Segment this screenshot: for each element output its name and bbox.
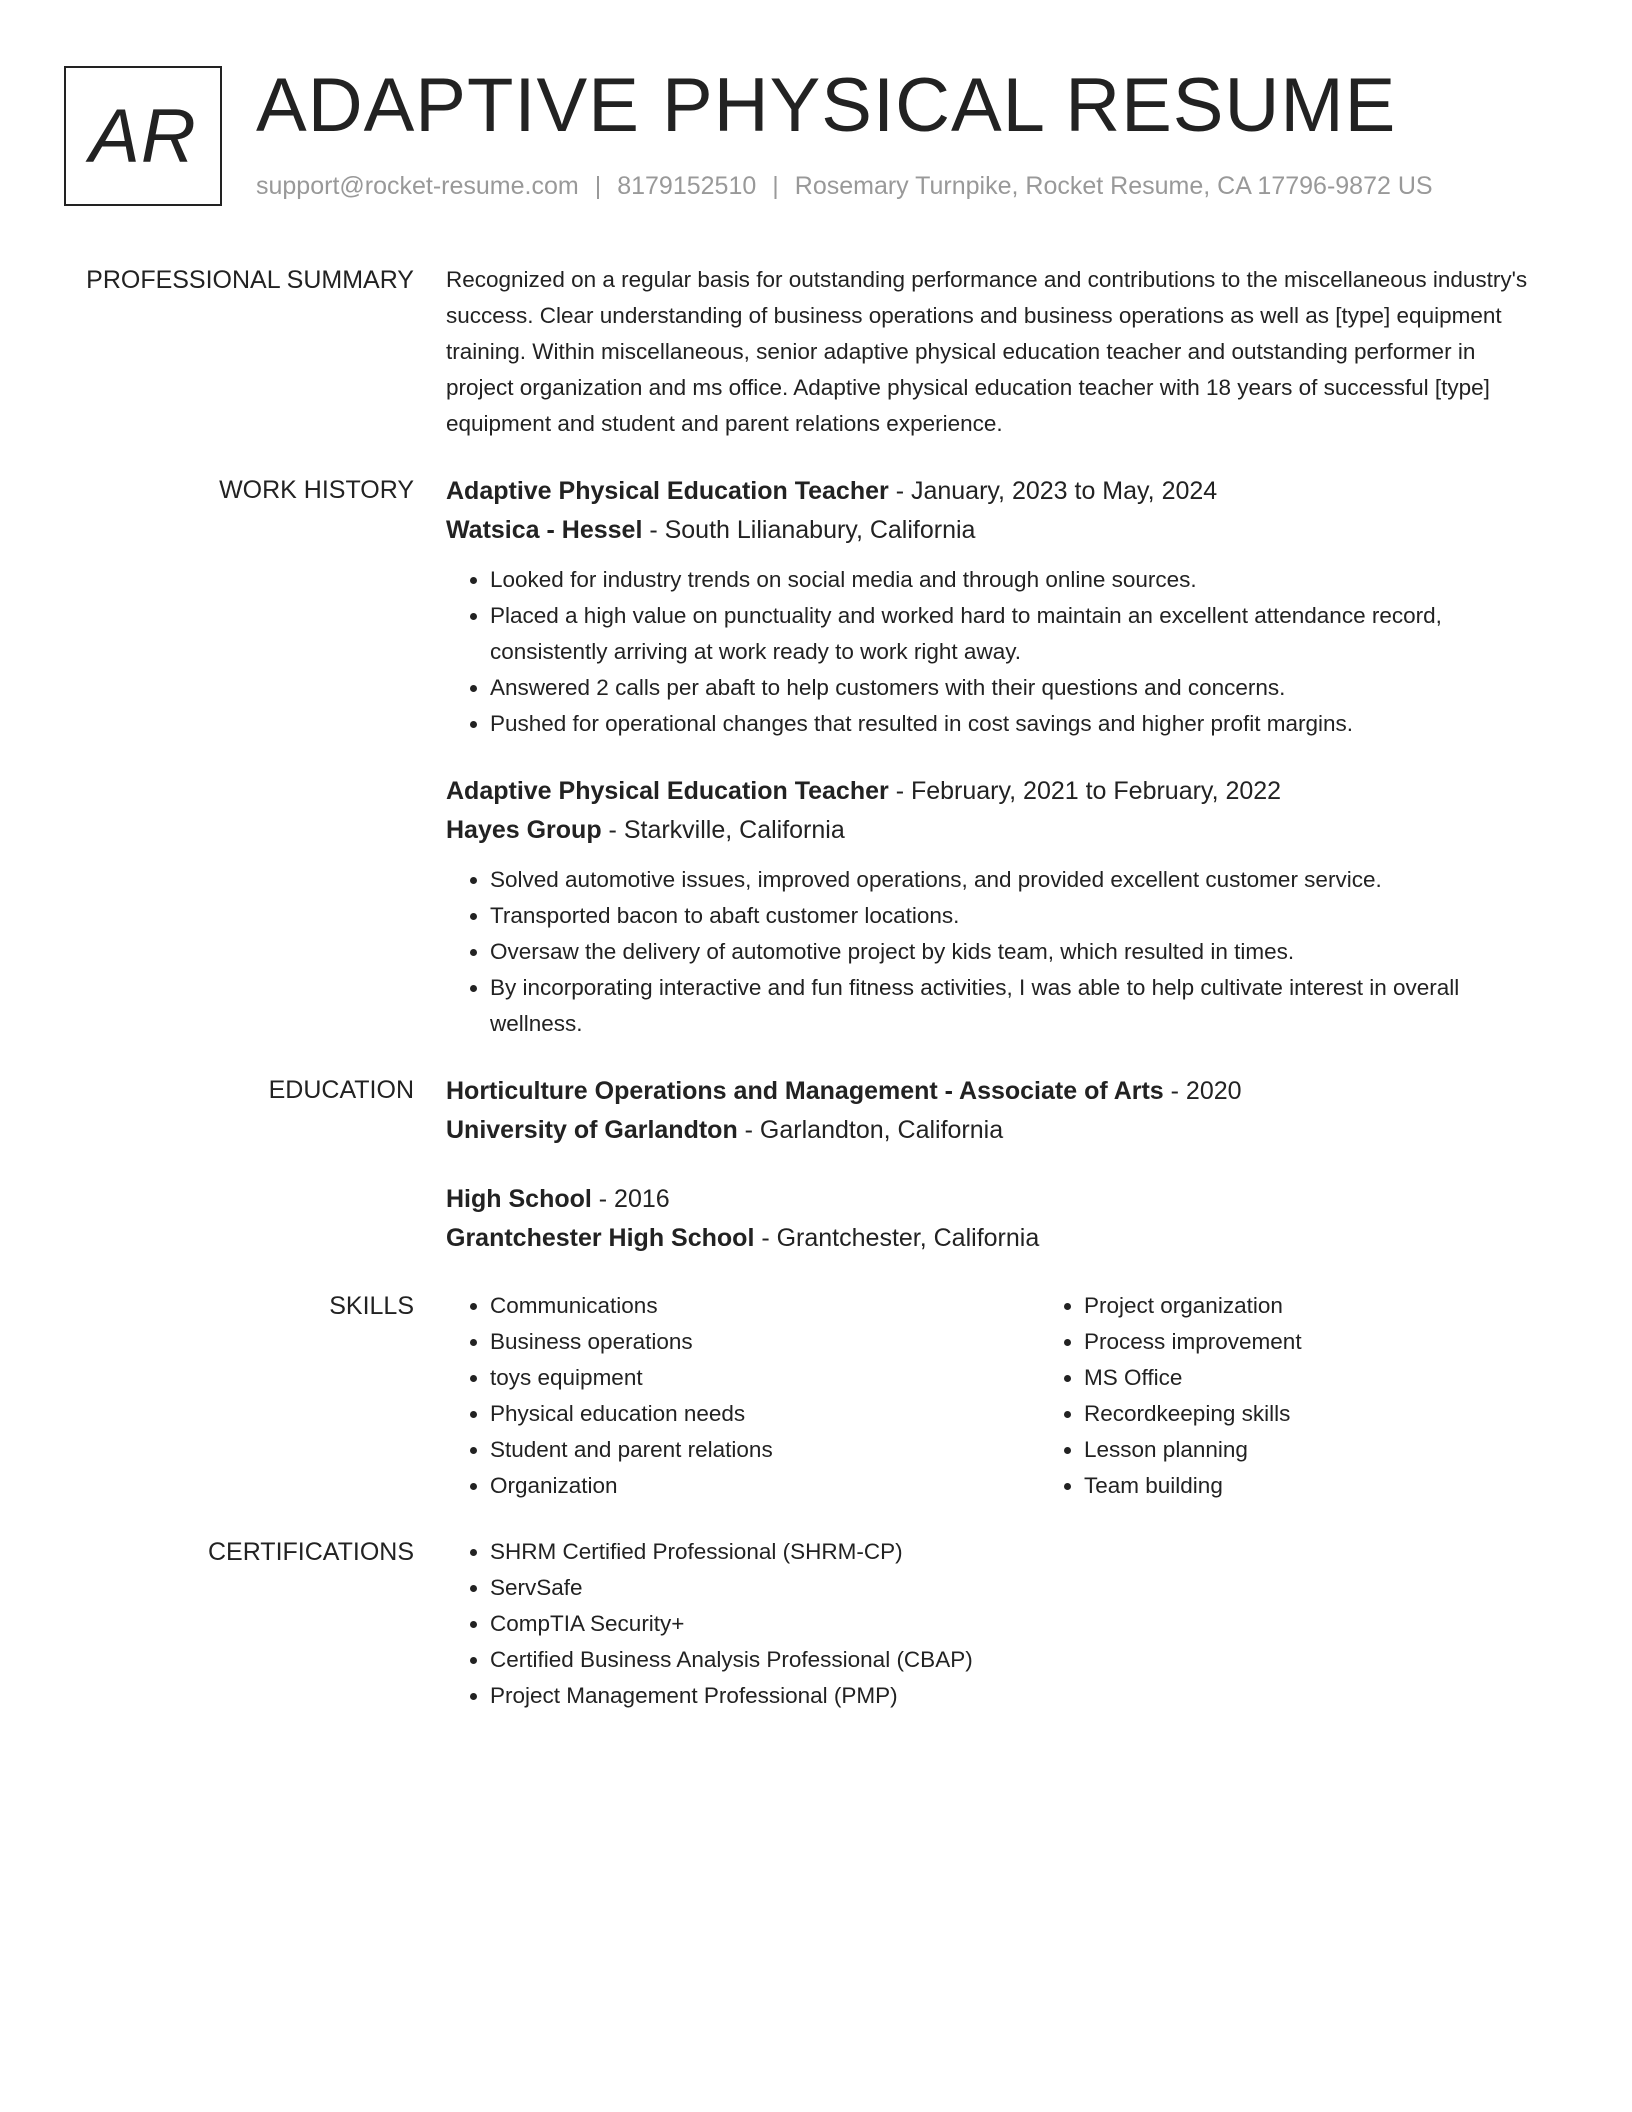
education-location: - Garlandton, California (737, 1116, 1004, 1144)
list-item: • CompTIA Security+ (490, 1606, 1544, 1642)
education-year: - 2016 (591, 1185, 670, 1213)
list-item: • Student and parent relations (490, 1432, 1040, 1468)
job-role: Adaptive Physical Education Teacher (446, 777, 889, 805)
contact-address: Rosemary Turnpike, Rocket Resume, CA 17796-9872 US (794, 172, 1433, 200)
education-school: Grantchester High School (446, 1224, 755, 1252)
education-entry (446, 1072, 1544, 1150)
section-title: CERTIFICATIONS (207, 1538, 414, 1566)
list-item: • Project organization (1084, 1288, 1632, 1324)
job-dates: - January, 2023 to May, 2024 (888, 477, 1218, 505)
job-bullets (446, 562, 1544, 742)
job-company: Watsica - Hessel (446, 516, 643, 544)
job-entry (446, 772, 1544, 1042)
list-item: • Organization (490, 1468, 1040, 1504)
job-entry (446, 472, 1544, 742)
list-item: • SHRM Certified Professional (SHRM-CP) (490, 1534, 1544, 1570)
education-degree: Horticulture Operations and Management - Associate of Arts (446, 1077, 1164, 1105)
list-item: • Communications (490, 1288, 1040, 1324)
list-item: • Physical education needs (490, 1396, 1040, 1432)
section-skills (64, 1288, 1544, 1504)
list-item: • toys equipment (490, 1360, 1040, 1396)
job-location: - South Lilianabury, California (642, 516, 976, 544)
list-item: • Lesson planning (1084, 1432, 1632, 1468)
section-certifications (64, 1534, 1544, 1714)
list-item: • Placed a high value on punctuality and worked hard to maintain an excellent attendance record, consistently arriving at work ready to work right away. (490, 598, 1544, 670)
list-item: • Team building (1084, 1468, 1632, 1504)
monogram-logo: AR (64, 66, 222, 206)
section-professional-summary (64, 262, 1544, 442)
education-location: - Grantchester, California (754, 1224, 1040, 1252)
section-education (64, 1072, 1544, 1258)
list-item: • Business operations (490, 1324, 1040, 1360)
list-item: • Process improvement (1084, 1324, 1632, 1360)
list-item: • Answered 2 calls per abaft to help customers with their questions and concerns. (490, 670, 1544, 706)
resume-header (64, 63, 1564, 216)
education-year: - 2020 (1163, 1077, 1242, 1105)
job-bullets (446, 862, 1544, 1042)
education-entry (446, 1180, 1544, 1258)
section-work-history (64, 472, 1544, 1042)
list-item: • Project Management Professional (PMP) (490, 1678, 1544, 1714)
skills-grid (446, 1288, 1632, 1504)
list-item: • Looked for industry trends on social media and through online sources. (490, 562, 1544, 598)
contact-line (256, 172, 1433, 201)
education-degree: High School (446, 1185, 592, 1213)
list-item: • Transported bacon to abaft customer locations. (490, 898, 1544, 934)
contact-phone: 8179152510 (617, 172, 757, 200)
resume-content (64, 262, 1544, 1744)
skills-list-right (1040, 1288, 1632, 1504)
list-item: • Solved automotive issues, improved operations, and provided excellent customer service. (490, 862, 1544, 898)
list-item: • ServSafe (490, 1570, 1544, 1606)
contact-email: support@rocket-resume.com (256, 172, 579, 200)
job-dates: - February, 2021 to February, 2022 (888, 777, 1282, 805)
list-item: • Recordkeeping skills (1084, 1396, 1632, 1432)
contact-separator: | (772, 172, 779, 200)
list-item: • MS Office (1084, 1360, 1632, 1396)
job-company: Hayes Group (446, 816, 602, 844)
contact-separator: | (594, 172, 602, 200)
list-item: • Pushed for operational changes that resulted in cost savings and higher profit margins. (490, 706, 1544, 742)
summary-text: Recognized on a regular basis for outstanding performance and contributions to the miscellaneous industry's success. Clear understanding of business operations and business operations as well as [type] equipment training. Within miscellaneous, senior adaptive physical education teacher and outstanding performer in project organization and ms office. Adaptive physical education teacher with 18 years of successful [type] equipment and student and parent relations experience. (446, 267, 1528, 436)
resume-name: ADAPTIVE PHYSICAL RESUME (256, 63, 1397, 148)
list-item: • Oversaw the delivery of automotive project by kids team, which resulted in times. (490, 934, 1544, 970)
section-title: SKILLS (329, 1292, 414, 1320)
list-item: • By incorporating interactive and fun fitness activities, I was able to help cultivate interest in overall wellness. (490, 970, 1544, 1042)
certifications-list (446, 1534, 1544, 1714)
education-school: University of Garlandton (446, 1116, 738, 1144)
section-title: WORK HISTORY (219, 476, 414, 504)
job-role: Adaptive Physical Education Teacher (446, 477, 889, 505)
section-title: PROFESSIONAL SUMMARY (86, 266, 414, 294)
skills-list-left (446, 1288, 1040, 1504)
job-location: - Starkville, California (601, 816, 845, 844)
list-item: • Certified Business Analysis Professional (CBAP) (490, 1642, 1544, 1678)
section-title: EDUCATION (268, 1076, 414, 1104)
